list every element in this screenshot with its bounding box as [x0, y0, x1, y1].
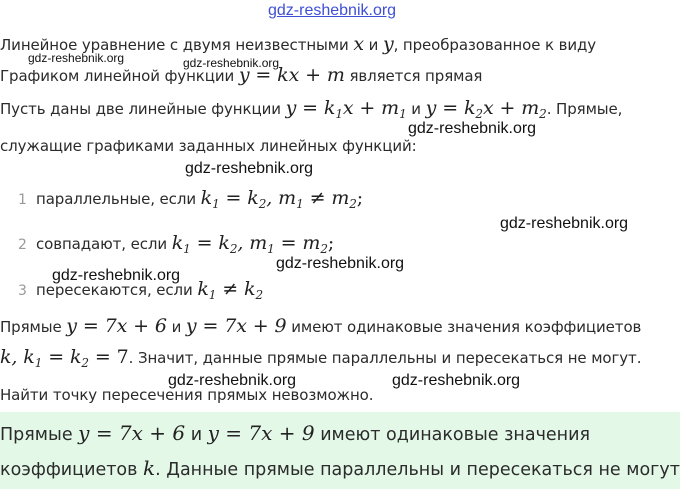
subscript: 2 — [255, 288, 264, 302]
watermark: gdz-reshebnik.org — [52, 267, 181, 284]
subscript: 1 — [399, 107, 407, 121]
list-item — [18, 187, 363, 211]
formula-part: k — [197, 278, 209, 300]
paragraph-equation-intro — [0, 33, 596, 55]
formula-part: ≠ m — [303, 187, 350, 209]
subscript: 1 — [208, 288, 217, 302]
text: Прямые — [0, 318, 67, 336]
watermark: gdz-reshebnik.org — [500, 215, 629, 232]
text: имеют одинаковые значения — [314, 425, 591, 445]
formula-part: = k — [219, 187, 259, 209]
subscript: 2 — [475, 107, 483, 121]
formula-line-2: y = 7x + 9 — [207, 421, 315, 445]
math-y: y — [382, 33, 394, 55]
formula-part: x + m — [342, 97, 400, 119]
paragraph-no-intersection: Найти точку пересечения прямых невозможно. — [0, 386, 374, 404]
paragraph-graph-line — [0, 64, 482, 86]
watermark: gdz-reshebnik.org — [392, 372, 521, 389]
text: Пусть даны две линейные функции — [0, 100, 286, 118]
paragraph-given-lines — [0, 315, 641, 337]
subscript: 1 — [183, 242, 191, 256]
paragraph-conclusion — [0, 346, 641, 370]
math-k: k — [143, 456, 156, 480]
subscript: 2 — [539, 107, 547, 121]
paragraph-lines-intro: служащие графиками заданных линейных функций: — [0, 137, 417, 155]
text: коэффициетов — [0, 460, 144, 480]
formula-part: = k — [42, 346, 82, 368]
watermark: gdz-reshebnik.org — [276, 255, 405, 272]
formula-part: k, k — [0, 346, 35, 368]
formula-part: = k — [190, 232, 230, 254]
formula-part: x + m — [482, 97, 540, 119]
answer-line-1 — [0, 421, 590, 445]
list-number: 2 — [18, 237, 27, 253]
formula-line-1: y = 7x + 6 — [78, 421, 186, 445]
formula-part: k — [200, 187, 213, 209]
formula-part: = m — [274, 232, 321, 254]
list-item — [18, 232, 334, 256]
text: и — [406, 100, 426, 118]
watermark: gdz-reshebnik.org — [408, 120, 537, 137]
formula-part: = 7 — [88, 346, 129, 368]
formula-part: , m — [266, 187, 297, 209]
text: Прямые — [0, 425, 79, 445]
subscript: 1 — [296, 197, 304, 211]
subscript: 2 — [81, 356, 89, 370]
watermark: gdz-reshebnik.org — [183, 56, 280, 70]
formula-line-2: y = 7x + 9 — [185, 315, 287, 337]
answer-box — [0, 412, 680, 489]
text: пересекаются, если — [36, 281, 198, 299]
subscript: 1 — [212, 197, 220, 211]
subscript: 2 — [258, 197, 267, 211]
subscript: 1 — [34, 356, 43, 370]
text: Графиком линейной функции — [0, 67, 239, 85]
text: имеют одинаковые значения коэффициетов — [286, 318, 642, 336]
text: является прямая — [344, 67, 483, 85]
watermark: gdz-reshebnik.org — [168, 372, 297, 389]
formula-part: ≠ k — [216, 278, 256, 300]
text: . Данные прямые параллельны и пересекаться не могут — [155, 460, 680, 480]
paragraph-two-functions — [0, 97, 622, 121]
text: и — [185, 425, 208, 445]
text: . Значит, данные прямые параллельны и пересекаться не могут. — [128, 349, 642, 367]
formula-part: , m — [237, 232, 268, 254]
text: и — [363, 36, 383, 54]
formula-linear-function: y = kx + m — [238, 64, 345, 86]
list-number: 3 — [18, 283, 27, 299]
formula-line-1: y = 7x + 6 — [66, 315, 167, 337]
subscript: 2 — [229, 242, 238, 256]
watermark: gdz-reshebnik.org — [28, 51, 125, 65]
formula-part: y = k — [285, 97, 336, 119]
subscript: 2 — [320, 242, 328, 256]
text: совпадают, если — [36, 235, 172, 253]
text: параллельные, если — [36, 190, 201, 208]
text: . Прямые, — [546, 100, 623, 118]
subscript: 2 — [349, 197, 357, 211]
punctuation: ; — [327, 232, 335, 254]
subscript: 1 — [335, 107, 343, 121]
text: Линейное уравнение с двумя неизвестными — [0, 36, 354, 54]
watermark-top: gdz-reshebnik.org — [268, 2, 397, 19]
list-number: 1 — [18, 192, 27, 208]
list-item — [18, 278, 263, 302]
text: и — [166, 318, 186, 336]
watermark: gdz-reshebnik.org — [185, 160, 314, 177]
answer-line-2 — [0, 456, 680, 480]
math-x: x — [353, 33, 364, 55]
text: , преобразованное к виду — [393, 36, 597, 54]
punctuation: ; — [356, 187, 364, 209]
formula-part: k — [171, 232, 184, 254]
subscript: 1 — [267, 242, 275, 256]
formula-part: y = k — [425, 97, 476, 119]
